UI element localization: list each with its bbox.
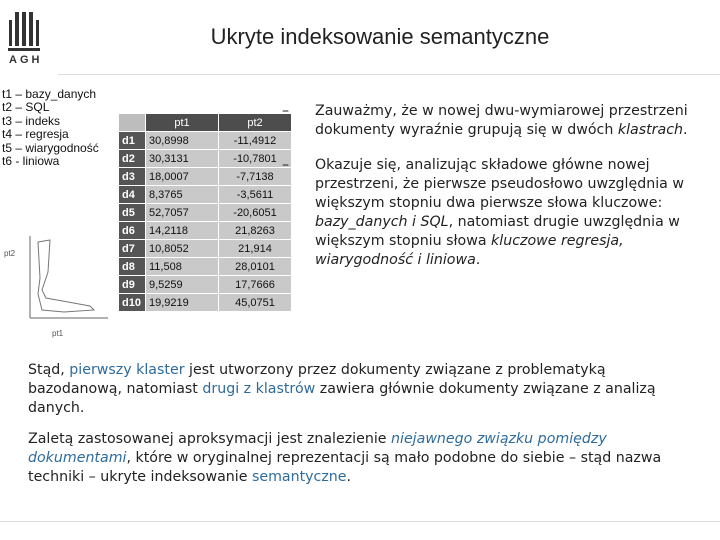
- row-label: d7: [119, 240, 146, 258]
- highlight-text: semantyczne: [251, 469, 347, 485]
- table-row: [119, 294, 292, 312]
- bullet-item: [282, 156, 712, 270]
- cell-pt2: 17,7666: [219, 276, 292, 294]
- document-plot: [4, 232, 114, 342]
- cell-pt2: -3,5611: [219, 186, 292, 204]
- cell-pt1: 14,2118: [146, 222, 219, 240]
- bullet-text: Zauważmy, że w nowej dwu-wymiarowej przestrzeni dokumenty wyraźnie grupują się w dwóch: [315, 103, 688, 138]
- term-item: t3 – indeks: [2, 113, 61, 128]
- slide-title: Ukryte indeksowanie semantyczne: [210, 24, 550, 49]
- row-label: d8: [119, 258, 146, 276]
- agh-logo-icon: [8, 12, 42, 52]
- paragraph-text: jest utworzony przez dokumenty związane z problematyką bazodanową, natomiast: [28, 362, 606, 397]
- term-list: [2, 88, 99, 168]
- cell-pt1: 8,3765: [146, 186, 219, 204]
- bullet-text: Okazuje się, analizując składowe główne nowej przestrzeni, że pierwsze pseudosłowo uwzględnia w większym stopniu dwa pierwsze słowa kluczowe:: [315, 157, 684, 211]
- bullet-dash: –: [282, 157, 290, 173]
- table-row: [119, 132, 292, 150]
- table-row: [119, 258, 292, 276]
- bullet-text-end: .: [683, 122, 688, 138]
- table-row: [119, 204, 292, 222]
- term-item: t2 – SQL: [2, 100, 50, 115]
- paragraph-text: Zaletą zastosowanej aproksymacji jest znalezienie: [28, 431, 392, 447]
- cell-pt1: 18,0007: [146, 168, 219, 186]
- table-row: [119, 240, 292, 258]
- highlight-text: pierwszy klaster: [69, 362, 185, 378]
- bullet-dash: –: [282, 103, 290, 119]
- column-header-pt1: pt1: [146, 114, 219, 132]
- bullet-item: [282, 102, 712, 140]
- bullet-emphasis: bazy_danych i SQL: [315, 214, 449, 230]
- term-item: t1 – bazy_danych: [2, 87, 97, 101]
- cell-pt1: 11,508: [146, 258, 219, 276]
- term-item: t4 – regresja: [2, 127, 69, 142]
- bullet-emphasis: klastrach: [617, 122, 684, 138]
- logo-text: AGH: [9, 54, 43, 66]
- table-header-row: [119, 114, 292, 132]
- cell-pt2: 21,914: [219, 240, 292, 258]
- table-row: [119, 276, 292, 294]
- cell-pt1: 10,8052: [146, 240, 219, 258]
- paragraph-text: .: [346, 469, 352, 485]
- cell-pt1: 19,9219: [146, 294, 219, 312]
- row-label: d1: [119, 132, 146, 150]
- plot-trace: [38, 240, 94, 312]
- cell-pt2: -11,4912: [219, 132, 292, 150]
- row-label: d3: [119, 168, 146, 186]
- row-label: d9: [119, 276, 146, 294]
- paragraph-text: zawiera głównie dokumenty związane z analizą danych.: [28, 381, 656, 416]
- paragraph-text: , które w oryginalnej reprezentacji są mało podobne do siebie – stąd nazwa techniki – ukryte indeksowanie: [28, 450, 662, 485]
- paragraph-text: Stąd,: [28, 362, 70, 378]
- cell-pt1: 9,5259: [146, 276, 219, 294]
- bullet-emphasis: kluczowe regresja, wiarygodność i liniowa: [315, 233, 624, 268]
- term-item: t5 – wiarygodność: [2, 140, 99, 155]
- row-label: d5: [119, 204, 146, 222]
- table-corner-cell: [119, 114, 146, 132]
- row-label: d10: [119, 294, 146, 312]
- table-row: [119, 168, 292, 186]
- agh-logo: [6, 8, 46, 66]
- title-divider: [58, 74, 720, 75]
- highlight-text: niejawnego związku pomiędzy dokumentami: [28, 431, 607, 466]
- column-header-pt2: pt2: [219, 114, 292, 132]
- cell-pt2: 21,8263: [219, 222, 292, 240]
- table-row: [119, 222, 292, 240]
- cell-pt2: -10,7801: [219, 150, 292, 168]
- bullet-list: [282, 102, 712, 286]
- plot-x-label: pt1: [52, 329, 64, 338]
- table-row: [119, 186, 292, 204]
- paragraph-clusters: [28, 361, 688, 418]
- row-label: d2: [119, 150, 146, 168]
- coordinates-table: [118, 113, 292, 312]
- row-label: d6: [119, 222, 146, 240]
- cell-pt1: 30,3131: [146, 150, 219, 168]
- cell-pt2: 45,0751: [219, 294, 292, 312]
- bullet-text-end: .: [475, 252, 481, 268]
- paragraph-advantage: [28, 430, 688, 487]
- cell-pt2: -20,6051: [219, 204, 292, 222]
- cell-pt2: -7,7138: [219, 168, 292, 186]
- highlight-text: drugi z klastrów: [202, 381, 316, 397]
- cell-pt2: 28,0101: [219, 258, 292, 276]
- term-item: t6 - liniowa: [2, 154, 60, 169]
- bullet-text-mid: , natomiast drugie uwzględnia w większym stopniu słowa: [315, 214, 680, 249]
- table-row: [119, 150, 292, 168]
- cell-pt1: 52,7057: [146, 204, 219, 222]
- plot-y-label: pt2: [4, 249, 16, 258]
- cell-pt1: 30,8998: [146, 132, 219, 150]
- footer-divider: [0, 521, 720, 522]
- row-label: d4: [119, 186, 146, 204]
